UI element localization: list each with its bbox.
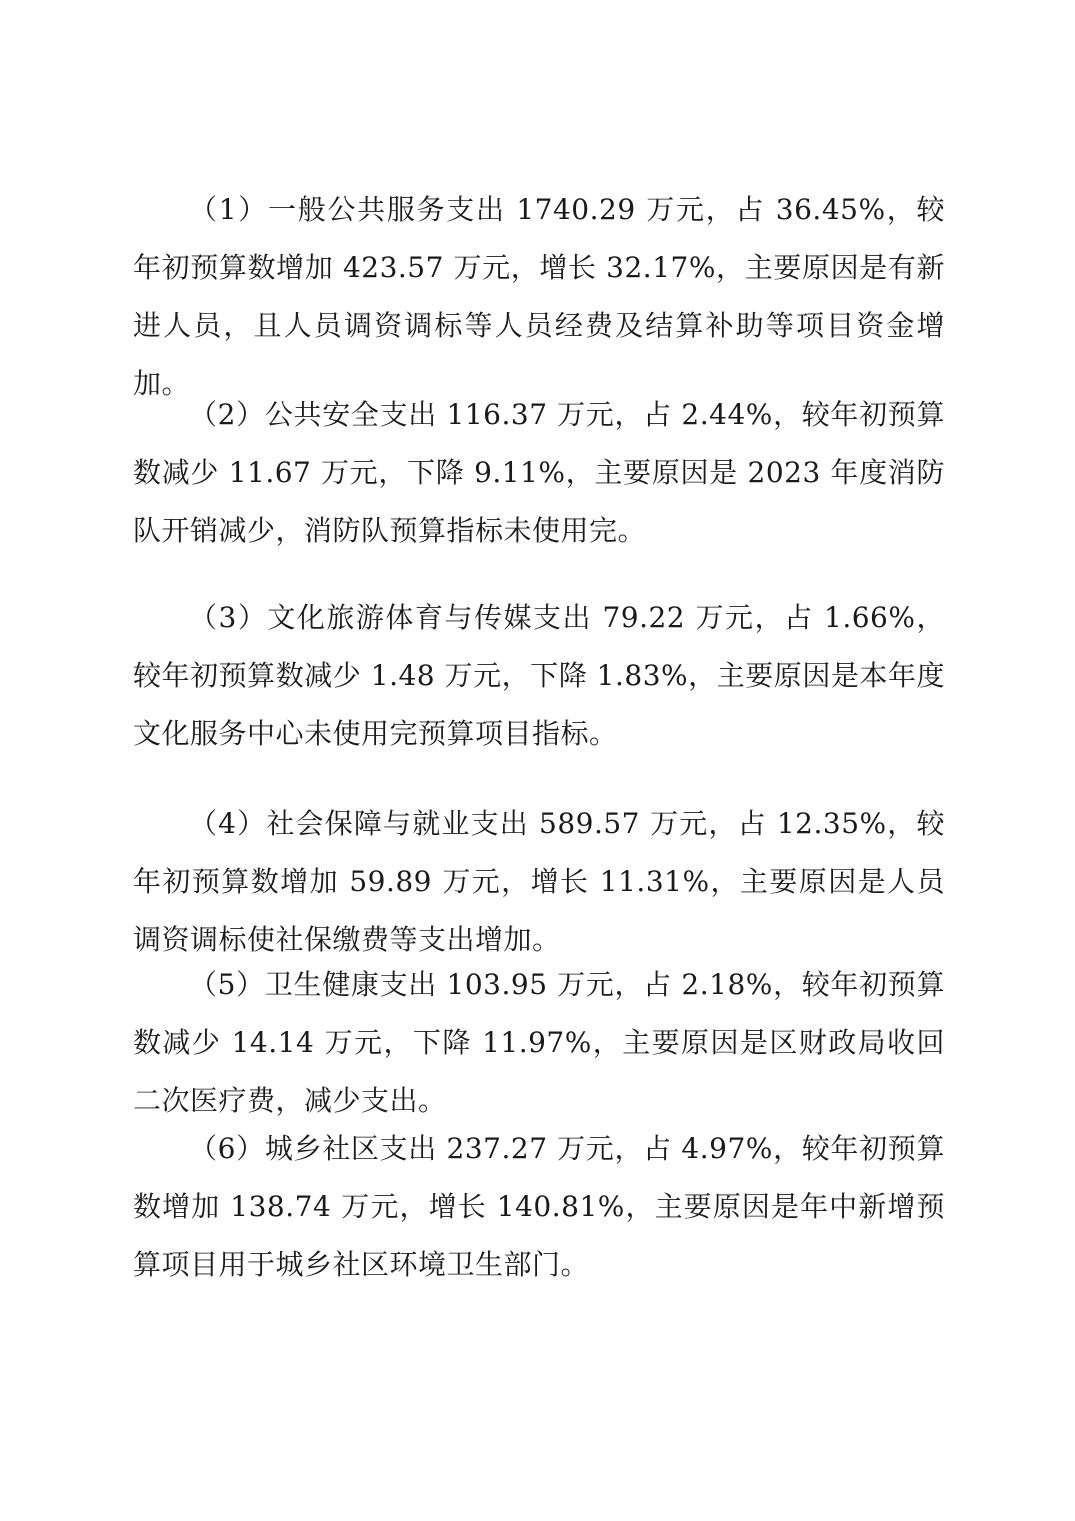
paragraph-general-public-services: （1）一般公共服务支出 1740.29 万元，占 36.45%，较年初预算数增加 423.57 万元，增长 32.17%，主要原因是有新进人员，且人员调资调标等人员经费及结算补助等项目资金增加。	[133, 193, 945, 400]
paragraph-health: （5）卫生健康支出 103.95 万元，占 2.18%，较年初预算数减少 14.14 万元，下降 11.97%，主要原因是区财政局收回二次医疗费，减少支出。	[133, 968, 945, 1117]
paragraph-public-security: （2）公共安全支出 116.37 万元，占 2.44%，较年初预算数减少 11.67 万元，下降 9.11%，主要原因是 2023 年度消防队开销减少，消防队预算指标未使用完。	[133, 398, 945, 547]
paragraph-social-security-employment: （4）社会保障与就业支出 589.57 万元，占 12.35%，较年初预算数增加 59.89 万元，增长 11.31%，主要原因是人员调资调标使社保缴费等支出增加。	[133, 807, 945, 956]
paragraph-urban-rural-community: （6）城乡社区支出 237.27 万元，占 4.97%，较年初预算数增加 138.74 万元，增长 140.81%，主要原因是年中新增预算项目用于城乡社区环境卫生部门。	[133, 1132, 945, 1281]
paragraph-culture-tourism-sports-media: （3）文化旅游体育与传媒支出 79.22 万元，占 1.66%，较年初预算数减少 1.48 万元，下降 1.83%，主要原因是本年度文化服务中心未使用完预算项目指标。	[133, 601, 945, 750]
